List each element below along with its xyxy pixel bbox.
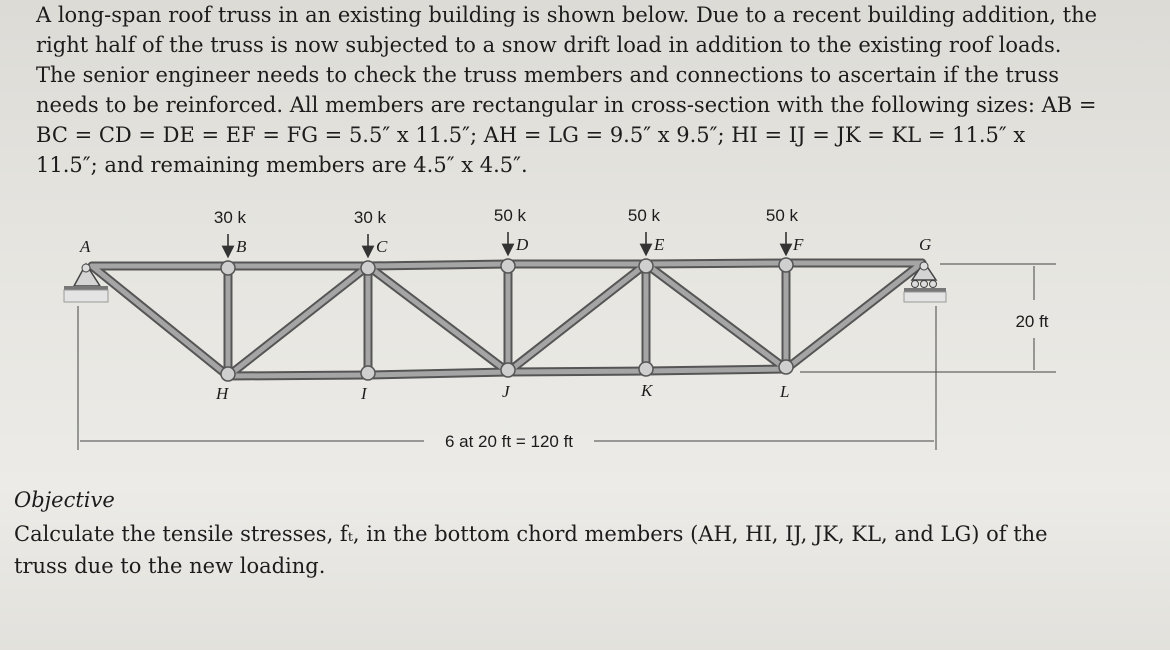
- joint-b: [221, 261, 235, 275]
- node-label-g: G: [919, 235, 932, 254]
- node-label-l: L: [780, 382, 790, 401]
- node-label-f: F: [793, 235, 804, 254]
- joint-h: [221, 367, 235, 381]
- joint-i: [361, 366, 375, 380]
- node-label-j: J: [502, 382, 510, 401]
- joint-e: [639, 259, 653, 273]
- problem-line: needs to be reinforced. All members are rectangular in cross-section with the following sizes: AB =: [36, 93, 1097, 117]
- node-label-b: B: [236, 237, 247, 256]
- load-label-c: 30 k: [353, 208, 387, 227]
- objective-title: Objective: [14, 488, 115, 512]
- node-label-k: K: [641, 381, 653, 400]
- problem-line: 11.5″; and remaining members are 4.5″ x 4.5″.: [36, 153, 528, 177]
- node-label-c: C: [376, 237, 388, 256]
- node-label-d: D: [516, 235, 529, 254]
- node-label-i: I: [361, 384, 367, 403]
- joint-f: [779, 258, 793, 272]
- node-label-h: H: [216, 384, 229, 403]
- objective-line: truss due to the new loading.: [14, 554, 326, 578]
- height-dimension-label: 20 ft: [1015, 312, 1049, 331]
- node-label-e: E: [654, 235, 665, 254]
- problem-line: The senior engineer needs to check the truss members and connections to ascertain if the truss: [36, 63, 1059, 87]
- problem-line: BC = CD = DE = EF = FG = 5.5″ x 11.5″; AH = LG = 9.5″ x 9.5″; HI = IJ = JK = KL = 11.5″ x: [36, 123, 1026, 147]
- load-label-f: 50 k: [765, 206, 799, 225]
- truss-members: [92, 263, 922, 376]
- joint-j: [501, 363, 515, 377]
- node-label-a: A: [80, 237, 91, 256]
- joint-l: [779, 360, 793, 374]
- objective-line: Calculate the tensile stresses, fₜ, in the bottom chord members (AH, HI, IJ, JK, KL, and LG) of the: [14, 522, 1048, 546]
- joint-c: [361, 261, 375, 275]
- load-arrows: [228, 232, 786, 252]
- load-label-e: 50 k: [627, 206, 661, 225]
- joint-d: [501, 259, 515, 273]
- span-dimension-label: 6 at 20 ft = 120 ft: [444, 432, 574, 451]
- problem-line: right half of the truss is now subjected to a snow drift load in addition to the existing roof loads.: [36, 33, 1062, 57]
- load-label-b: 30 k: [213, 208, 247, 227]
- objective-text: [14, 518, 1134, 582]
- load-label-d: 50 k: [493, 206, 527, 225]
- problem-line: A long-span roof truss in an existing building is shown below. Due to a recent building addition, the: [36, 3, 1098, 27]
- joint-k: [639, 362, 653, 376]
